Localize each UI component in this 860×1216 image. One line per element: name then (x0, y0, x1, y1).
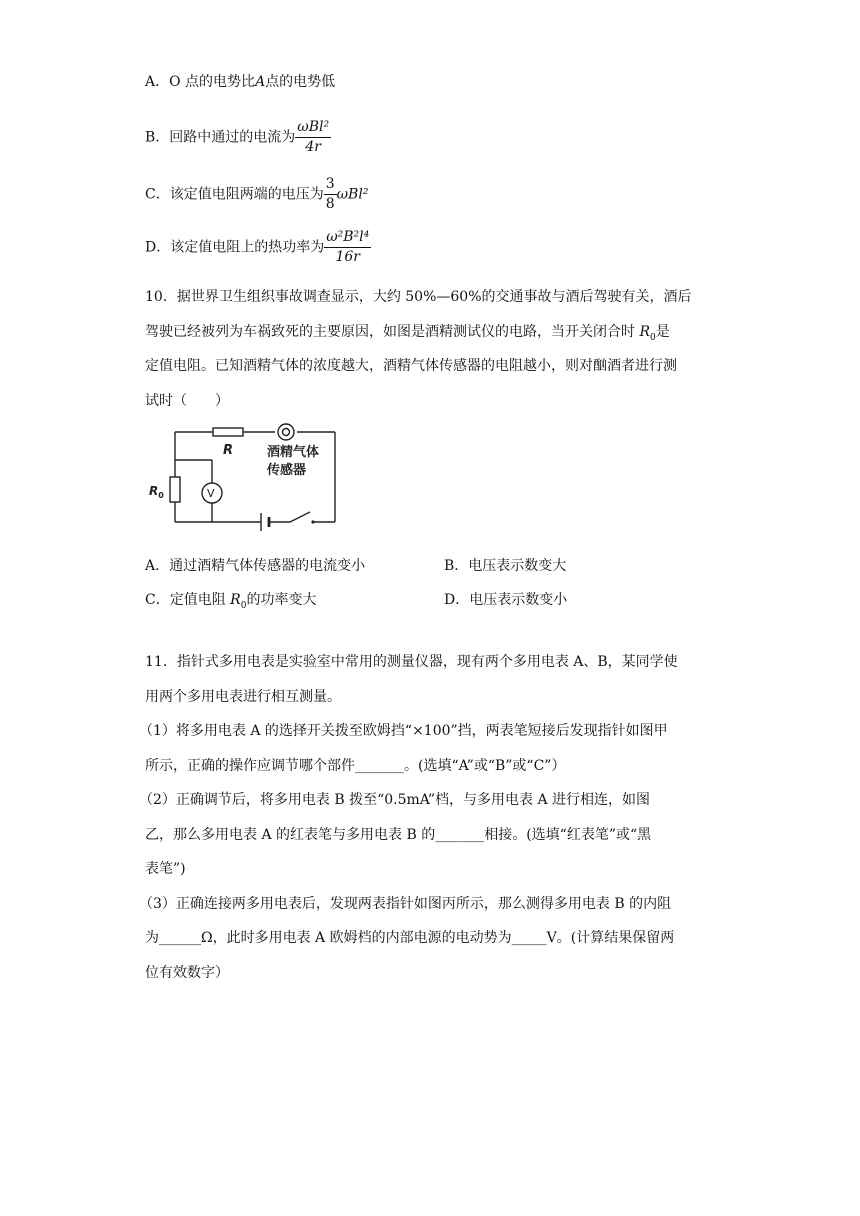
sensor-icon (278, 424, 294, 440)
q11-line-2: 用两个多用电表进行相互测量。 (145, 688, 341, 705)
q10-text: 是 (655, 323, 670, 340)
q11-part3-line-2: 为______Ω，此时多用电表 A 欧姆档的内部电源的电动势为_____V。(计算结果保留两 (145, 930, 675, 946)
option-text: 的功率变大 (246, 592, 317, 608)
option-text: 该定值电阻上的热功率为 (170, 239, 325, 256)
variable-r: R (230, 592, 241, 608)
option-text: 点的电势低 (265, 74, 336, 90)
fraction-denominator: 4r (305, 139, 321, 155)
q11-part2-line-2: 乙，那么多用电表 A 的红表笔与多用电表 B 的_______相接。(选填“红表笔”或“黑 (145, 826, 652, 843)
q11-text: 指针式多用电表是实验室中常用的测量仪器，现有两个多用电表 A、B，某同学使 (176, 654, 678, 670)
option-text: 回路中通过的电流为 (169, 129, 296, 146)
question-number: 11． (145, 654, 177, 670)
variable-a: A (255, 74, 266, 90)
option-label: D． (145, 239, 171, 256)
q11-part3-line-1: （3）正确连接两多用电表后，发现两表指针如图丙所示，那么测得多用电表 B 的内阻 (139, 895, 672, 912)
sensor-label-line-2: 传感器 (267, 463, 307, 478)
q10-text: 驾驶已经被列为车祸致死的主要原因，如图是酒精测试仪的电路，当开关闭合时 (145, 323, 640, 340)
q10-stem (145, 280, 713, 418)
q11-stem (139, 645, 713, 990)
fraction-numerator: ω²B²l⁴ (324, 228, 371, 248)
fraction-power (324, 228, 371, 267)
option-label: C． (145, 592, 170, 608)
q9-option-b (145, 118, 331, 157)
q10-option-b (444, 556, 566, 576)
variable-r: R (639, 323, 650, 340)
subscript-zero: 0 (240, 600, 247, 611)
resistor-r (213, 428, 243, 436)
q11-part1-line-2: 所示，正确的操作应调节哪个部件_______。(选填“A”或“B”或“C”） (145, 757, 566, 774)
label-r0: $R_0$ (149, 484, 164, 500)
option-text: 通过酒精气体传感器的电流变小 (169, 558, 366, 574)
option-text: 该定值电阻两端的电压为 (169, 186, 324, 203)
q10-line-3: 定值电阻。已知酒精气体的浓度越大，酒精气体传感器的电阻越小，则对酗酒者进行测 (145, 358, 677, 374)
q9-option-c (145, 175, 368, 214)
fraction-numerator: ωBl² (295, 118, 331, 138)
q11-part1-line-1: （1）将多用电表 A 的选择开关拨至欧姆挡“×100”挡，两表笔短接后发现指针如图甲 (139, 723, 668, 739)
q10-option-a (145, 556, 365, 576)
option-label: D． (444, 592, 470, 608)
q11-line-1 (145, 645, 713, 680)
q10-line-2 (145, 315, 713, 350)
sensor-label-line-1: 酒精气体 (267, 445, 320, 460)
q11-part2-line-3: 表笔”) (145, 861, 186, 877)
q10-text: 据世界卫生组织事故调查显示，大约 50%—60%的交通事故与酒后驾驶有关，酒后 (176, 289, 692, 305)
q10-line-1 (145, 280, 713, 315)
q11-part2-line-1: （2）正确调节后，将多用电表 B 拨至“0.5mA”档，与多用电表 A 进行相连，如图 (139, 792, 651, 808)
option-label: B． (145, 129, 170, 146)
q10-option-c (145, 590, 316, 610)
fraction-three-eighths (324, 175, 337, 214)
option-label: B． (444, 558, 469, 574)
resistor-r0 (170, 477, 180, 502)
fraction-denominator: 16r (335, 249, 360, 265)
q9-option-a (145, 72, 335, 92)
subscript-zero: 0 (650, 332, 656, 343)
formula-tail: ωBl² (336, 186, 369, 203)
option-text: 电压表示数变小 (469, 592, 568, 608)
option-label: C． (145, 186, 170, 203)
option-text: O 点的电势比 (169, 74, 256, 90)
fraction-denominator: 8 (325, 196, 335, 212)
label-v: V (207, 487, 215, 500)
option-text: 定值电阻 (169, 592, 231, 608)
option-text: 电压表示数变大 (468, 558, 567, 574)
switch-icon (311, 520, 314, 523)
fraction-current (295, 118, 331, 157)
q9-option-d (145, 228, 371, 267)
option-label: A． (145, 558, 170, 574)
option-label: A． (145, 74, 170, 90)
q11-part3-line-3: 位有效数字） (145, 964, 229, 981)
battery-icon (261, 513, 269, 531)
q10-option-d (444, 590, 567, 610)
fraction-numerator: 3 (324, 175, 337, 195)
question-number: 10． (145, 289, 177, 305)
q10-line-4: 试时（ ） (145, 392, 229, 409)
alcohol-tester-circuit-diagram (145, 422, 345, 534)
label-r: R (223, 443, 234, 458)
